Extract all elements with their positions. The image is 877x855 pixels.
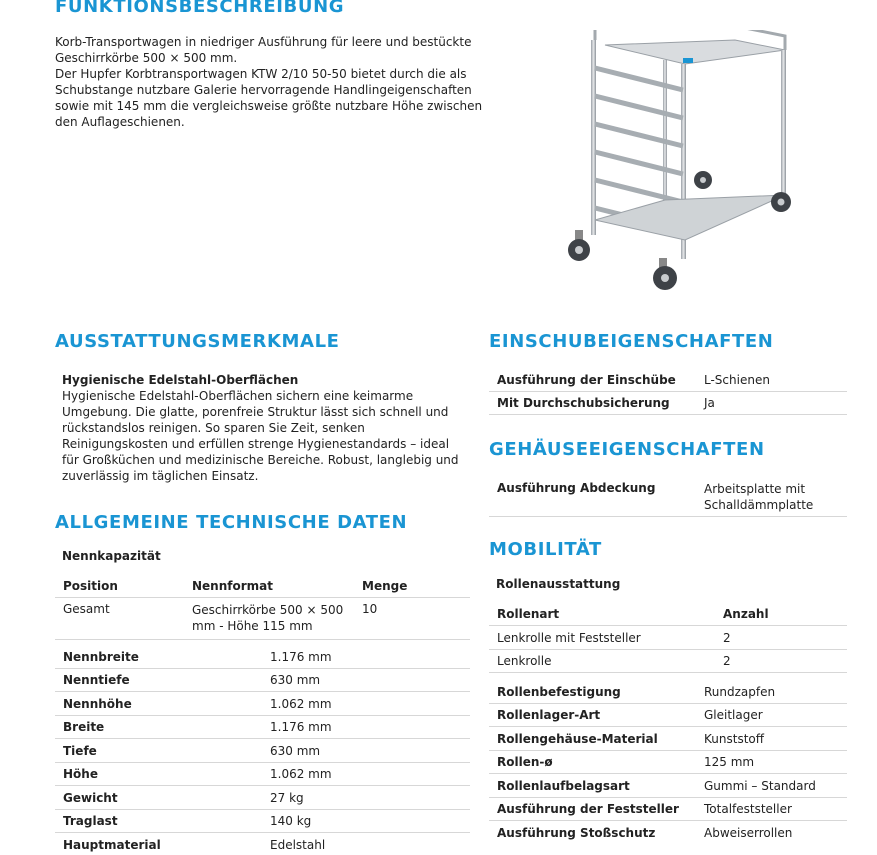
row-key: Breite [63,720,105,734]
row-value-line: Arbeitsplatte mit [704,482,806,496]
table-row [489,477,847,517]
anzahl-value: 2 [723,654,731,668]
col-position: Position [63,579,118,593]
row-key: Nenntiefe [63,673,130,687]
row-value: Ja [704,396,715,410]
cap-nennformat [192,602,343,634]
row-key: Ausführung Stoßschutz [497,826,656,840]
text-line: Reinigungskosten und erfüllen strenge Hygienestandards – ideal [62,437,450,451]
text-line: Geschirrkörbe 500 × 500 mm. [55,51,238,65]
row-value: Abweiserrollen [704,826,793,840]
table-row [489,392,847,415]
col-anzahl: Anzahl [723,607,769,621]
row-value: 125 mm [704,755,755,769]
table-row [55,669,470,692]
table-row [55,716,470,739]
ausstattung-subtitle: Hygienische Edelstahl-Oberflächen [62,373,299,387]
row-value: Gummi – Standard [704,779,816,793]
table-row [55,646,470,669]
text-line: zuverlässig im täglichen Einsatz. [62,469,259,483]
table-row [489,798,847,821]
section-title-gehaeuse: GEHÄUSEEIGENSCHAFTEN [489,439,765,460]
row-key: Hauptmaterial [63,838,161,852]
text-line: rückstandslos reinigen. So sparen Sie Zeit, senken [62,421,365,435]
row-value: 140 kg [270,814,312,828]
text-line: Korb-Transportwagen in niedriger Ausführung für leere und bestückte [55,35,472,49]
row-value: Kunststoff [704,732,765,746]
text-line: sowie mit 145 mm die vergleichsweise größte nutzbare Höhe zwischen [55,99,483,113]
section-title-allgemein: ALLGEMEINE TECHNISCHE DATEN [55,512,408,533]
row-value: Gleitlager [704,708,763,722]
table-row [55,740,470,763]
row-key: Traglast [63,814,118,828]
section-title-funktion: FUNKTIONSBESCHREIBUNG [55,0,345,17]
row-key: Nennhöhe [63,697,132,711]
row-key: Rollenlager-Art [497,708,601,722]
row-key: Rollenbefestigung [497,685,621,699]
row-value: 1.176 mm [270,650,332,664]
row-value: 1.062 mm [270,697,332,711]
rollenart-value: Lenkrolle mit Feststeller [497,631,641,645]
table-row [489,775,847,798]
rollen-header-row [489,603,847,626]
col-nennformat: Nennformat [192,579,273,593]
table-row [489,650,847,673]
cap-nennformat-line: Geschirrkörbe 500 × 500 [192,603,344,617]
row-key: Ausführung der Feststeller [497,802,679,816]
table-row [55,787,470,810]
row-value: L-Schienen [704,373,770,387]
cap-nennformat-line: mm - Höhe 115 mm [192,619,313,633]
text-line: Der Hupfer Korbtransportwagen KTW 2/10 50-50 bietet durch die als [55,67,467,81]
table-row [489,822,847,845]
table-row [55,834,470,855]
cap-position: Gesamt [63,602,110,616]
table-row [489,627,847,650]
row-key: Höhe [63,767,98,781]
row-value: 630 mm [270,673,321,687]
cap-menge: 10 [362,602,378,616]
row-key: Tiefe [63,744,97,758]
table-row [55,810,470,833]
col-rollenart: Rollenart [497,607,560,621]
table-row [489,369,847,392]
row-value: 630 mm [270,744,321,758]
funktion-description [55,34,485,130]
row-value [704,481,813,513]
row-value: 1.176 mm [270,720,332,734]
row-value: Edelstahl [270,838,326,852]
row-key: Mit Durchschubsicherung [497,396,670,410]
text-line: Umgebung. Die glatte, porenfreie Struktur lässt sich schnell und [62,405,449,419]
row-key: Gewicht [63,791,118,805]
table-row [489,704,847,727]
row-value: 27 kg [270,791,304,805]
row-key: Rollen-ø [497,755,553,769]
text-line: Hygienische Edelstahl-Oberflächen sichern eine keimarme [62,389,414,403]
text-line: Schubstange nutzbare Galerie hervorragende Handlingeigenschaften [55,83,472,97]
section-title-einschub: EINSCHUBEIGENSCHAFTEN [489,331,774,352]
row-value-line: Schalldämmplatte [704,498,814,512]
product-image [555,30,800,300]
ausstattung-description [62,388,472,484]
row-value: Rundzapfen [704,685,776,699]
text-line: für Großküchen und medizinische Bereiche. Robust, langlebig und [62,453,459,467]
anzahl-value: 2 [723,631,731,645]
row-key: Ausführung Abdeckung [497,481,656,495]
rollenausstattung-label: Rollenausstattung [496,577,621,591]
table-row [489,728,847,751]
capacity-row [55,598,470,640]
row-value: Totalfeststeller [704,802,792,816]
section-title-mobilitaet: MOBILITÄT [489,539,602,560]
table-row [55,693,470,716]
section-title-ausstattung: AUSSTATTUNGSMERKMALE [55,331,340,352]
nennkapazitaet-label: Nennkapazität [62,549,161,563]
col-menge: Menge [362,579,408,593]
table-row [55,763,470,786]
rollenart-value: Lenkrolle [497,654,552,668]
capacity-header-row [55,575,470,598]
text-line: den Auflageschienen. [55,115,185,129]
row-value: 1.062 mm [270,767,332,781]
row-key: Rollengehäuse-Material [497,732,658,746]
row-key: Rollenlaufbelagsart [497,779,630,793]
table-row [489,681,847,704]
row-key: Nennbreite [63,650,139,664]
row-key: Ausführung der Einschübe [497,373,676,387]
table-row [489,751,847,774]
trolley-illustration [555,30,800,300]
